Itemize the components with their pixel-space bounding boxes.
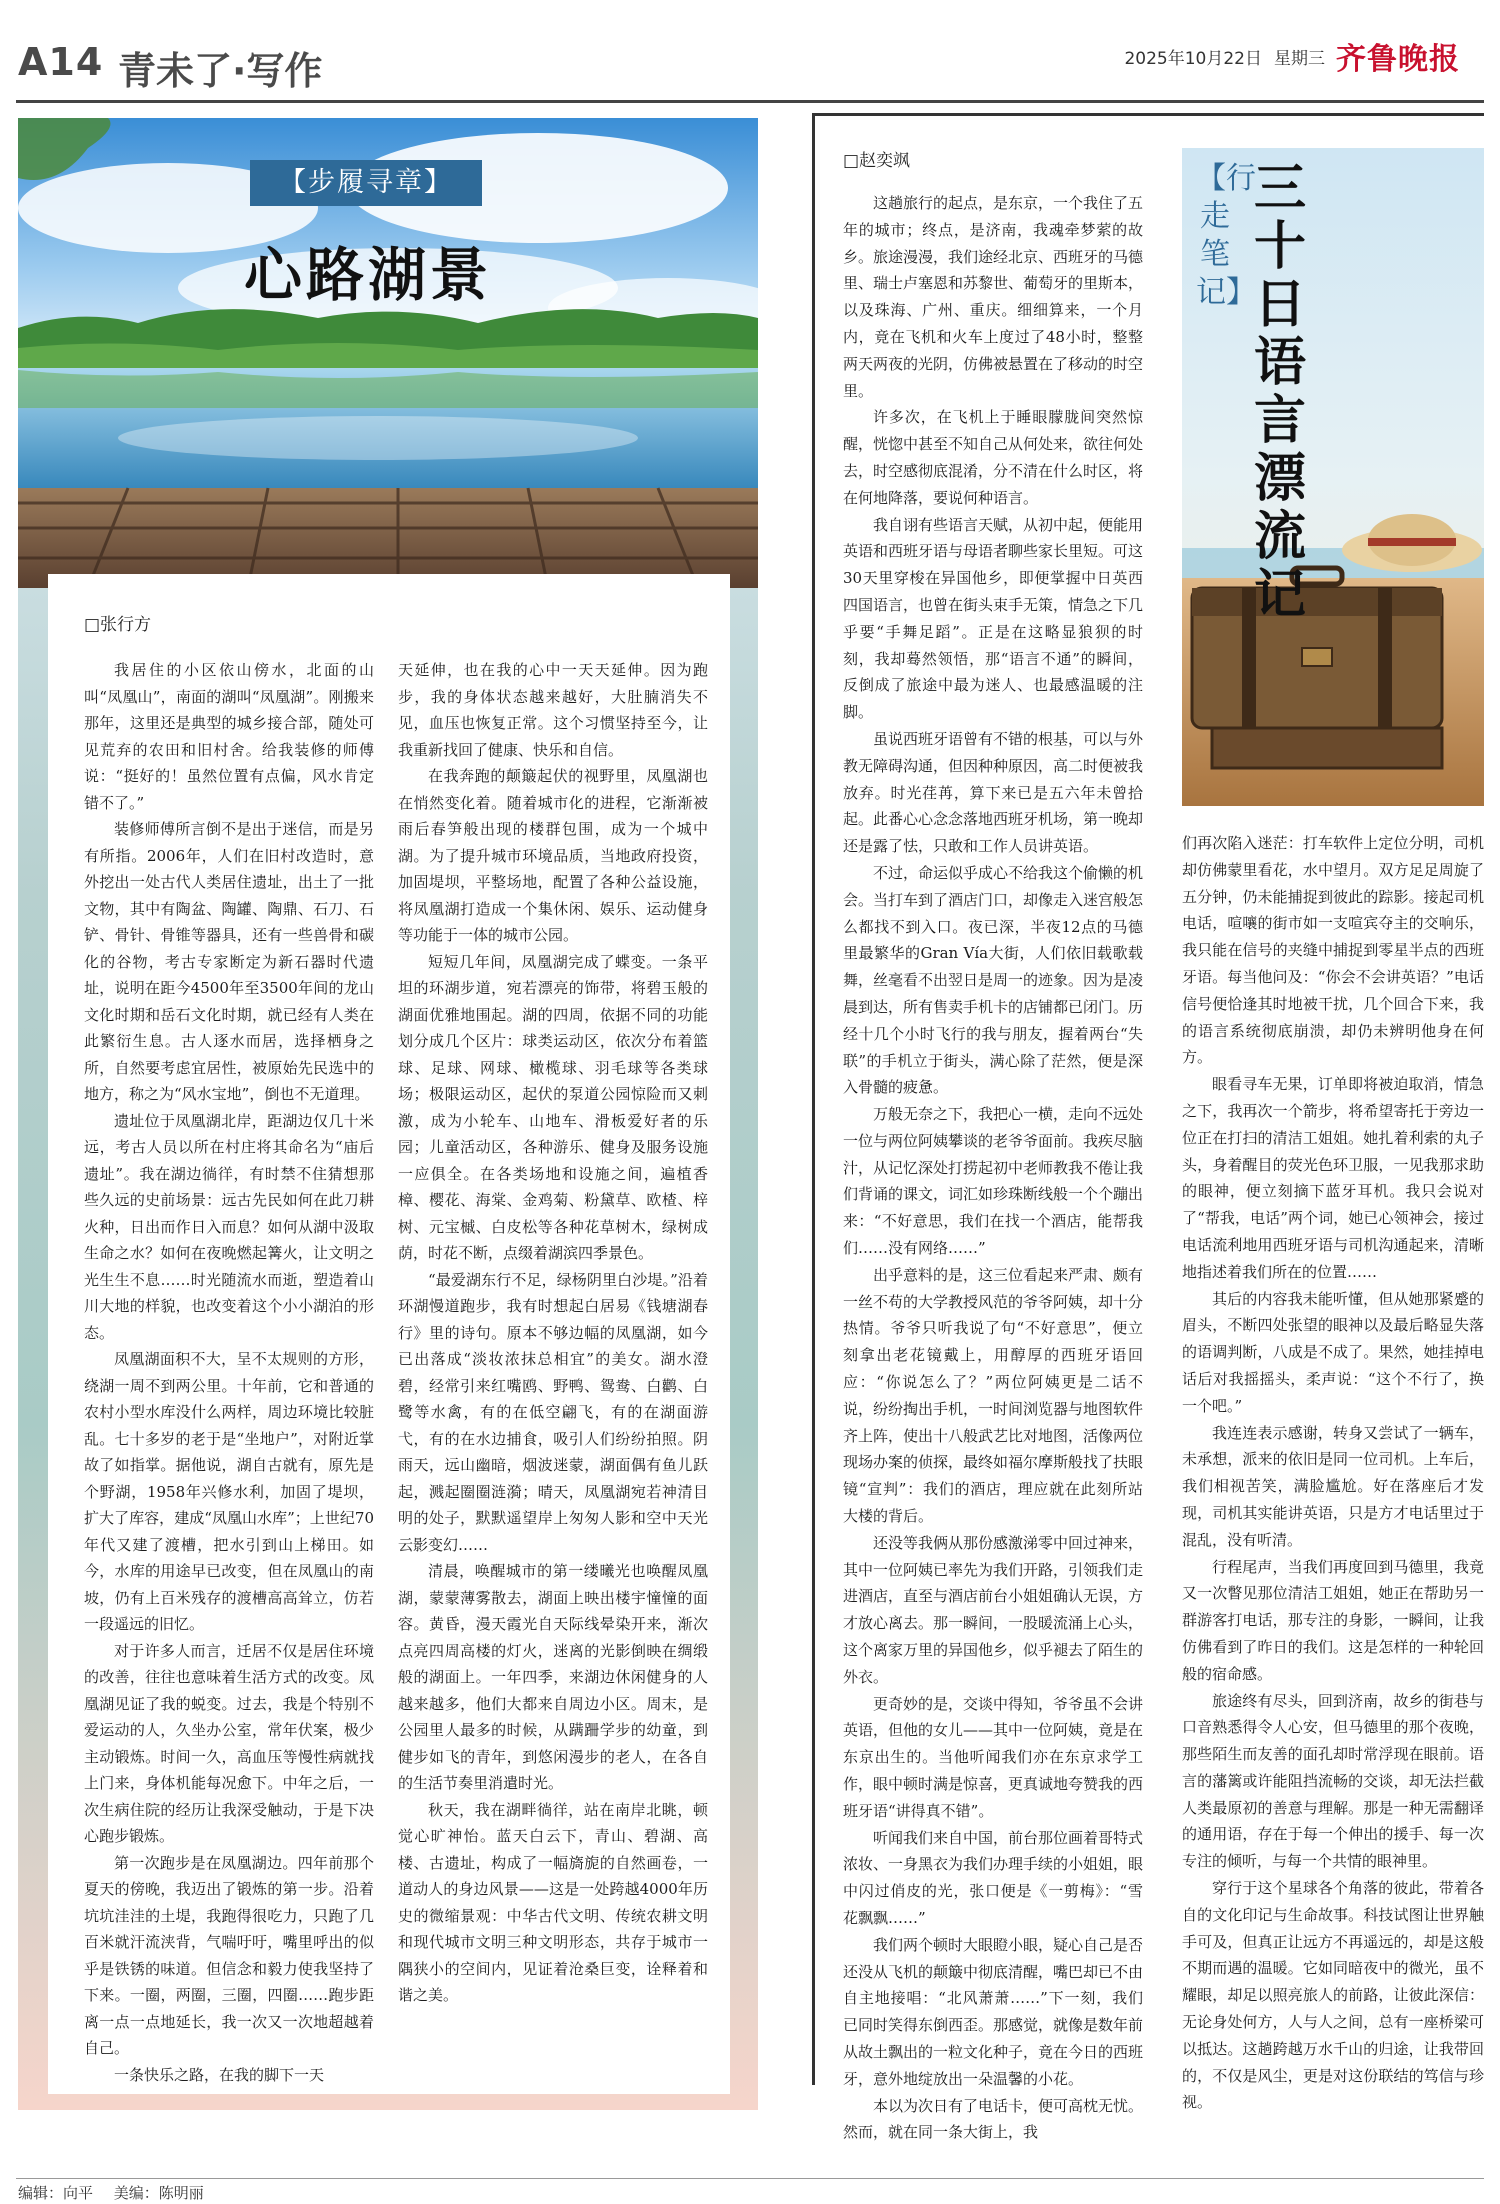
article-author: □张行方 bbox=[84, 615, 152, 635]
left-article-body bbox=[48, 574, 730, 2094]
paragraph: 装修师傅所言倒不是出于迷信，而是另有所指。2006年，人们在旧村改造时，意外挖出一处古代人类居住遗址，出土了一批文物，其中有陶盆、陶罐、陶鼎、石刀、石铲、骨针、骨锥等器具，还有一些兽骨和碳化的谷物，考古专家断定为新石器时代遗址，说明在距今4500年至3500年间的龙山文化时期和岳石文化时期，就已经有人类在此繁衍生息。古人逐水而居，选择栖身之所，自然要考虑宜居性，被原始先民选中的地方，称之为“风水宝地”，倒也不无道理。 bbox=[84, 820, 374, 1103]
paragraph: “最爱湖东行不足，绿杨阴里白沙堤。”沿着环湖慢道跑步，我有时想起白居易《钱塘湖春行》里的诗句。原本不够边幅的凤凰湖，如今已出落成“淡妆浓抹总相宜”的美女。湖水澄碧，经常引来红嘴鸥、野鸭、鸳鸯、白鹳、白鹭等水禽，有的在低空翩飞，有的在湖面游弋，有的在水边捕食，吸引人们纷纷拍照。阴雨天，远山幽暗，烟波迷蒙，湖面偶有鱼儿跃起，溅起圈圈涟漪；晴天，凤凰湖宛若神清目明的处子，默默遥望岸上匆匆人影和空中天光云影变幻…… bbox=[398, 1270, 708, 1554]
paragraph: 更奇妙的是，交谈中得知，爷爷虽不会讲英语，但他的女儿——其中一位阿姨，竟是在东京出生的。当他听闻我们亦在东京求学工作，眼中顿时满是惊喜，更真诚地夸赞我的西班牙语“讲得真不错”。 bbox=[843, 1694, 1144, 1820]
footer-credits bbox=[18, 2182, 204, 2203]
left-article-column-1 bbox=[84, 657, 374, 2097]
paragraph: 在我奔跑的颠簸起伏的视野里，凤凰湖也在悄然变化着。随着城市化的进程，它渐渐被雨后春笋般出现的楼群包围，成为一个城中湖。为了提升城市环境品质，当地政府投资，加固堤坝，平整场地，配置了各种公益设施，将凤凰湖打造成一个集休闲、娱乐、运动健身等功能于一体的城市公园。 bbox=[398, 767, 708, 944]
right-article-frame-left bbox=[812, 113, 815, 2085]
column-tag: 【步履寻章】 bbox=[250, 160, 482, 206]
page-number: A14 bbox=[18, 40, 104, 84]
right-article-column-1 bbox=[843, 190, 1144, 2142]
article-title: 心路湖景 bbox=[243, 241, 492, 309]
paragraph: 第一次跑步是在凤凰湖边。四年前那个夏天的傍晚，我迈出了锻炼的第一步。沿着坑坑洼洼的土堤，我跑得很吃力，只跑了几百米就汗流浃背，气喘吁吁，嘴里呼出的似乎是铁锈的味道。但信念和毅力使我坚持了下来。一圈，两圈，三圈，四圈……跑步距离一点一点地延长，我一次又一次地超越着自己。 bbox=[84, 1853, 374, 2057]
issue-weekday: 星期三 bbox=[1274, 49, 1325, 69]
masthead-divider bbox=[16, 100, 1484, 103]
paragraph: 遗址位于凤凰湖北岸，距湖边仅几十米远，考古人员以所在村庄将其命名为“庙后遗址”。我在湖边徜徉，有时禁不住猜想那些久远的史前场景：远古先民如何在此刀耕火种，日出而作日入而息？如何从湖中汲取生命之水？如何在夜晚燃起篝火，让文明之光生生不息……时光随流水而逝，塑造着山川大地的样貌，也改变着这个小小湖泊的形态。 bbox=[84, 1111, 374, 1342]
column-tag: 【行走笔记】 bbox=[1196, 161, 1256, 310]
footer-divider bbox=[16, 2178, 1484, 2179]
paragraph: 出乎意料的是，这三位看起来严肃、颇有一丝不苟的大学教授风范的爷爷阿姨，却十分热情。爷爷只听我说了句“不好意思”，便立刻拿出老花镜戴上，用醇厚的西班牙语回应：“你说怎么了？”两位阿姨更是二话不说，纷纷掏出手机，一时间浏览器与地图软件齐上阵，使出十八般武艺比对地图，活像两位现场办案的侦探，最终如福尔摩斯般找了扶眼镜“宣判”：我们的酒店，理应就在此刻所站大楼的背后。 bbox=[843, 1265, 1144, 1526]
paragraph: 不过，命运似乎成心不给我这个偷懒的机会。当打车到了酒店门口，却像走入迷宫般怎么都找不到入口。夜已深，半夜12点的马德里最繁华的Gran Vía大街，人们依旧载歌载舞，丝毫看不出翌日是周一的迹象。因为是凌晨到达，所有售卖手机卡的店铺都已闭门。历经十几个小时飞行的我与朋友，握着两台“失联”的手机立于街头，满心除了茫然，便是深入骨髓的疲惫。 bbox=[843, 863, 1144, 1097]
paragraph: 我居住的小区依山傍水，北面的山叫“凤凰山”，南面的湖叫“凤凰湖”。刚搬来那年，这里还是典型的城乡接合部，随处可见荒弃的农田和旧村舍。给我装修的师傅说：“挺好的！虽然位置有点偏，风水肯定错不了。” bbox=[84, 661, 374, 812]
article-author: □赵奕飒 bbox=[843, 151, 911, 171]
paragraph: 我连连表示感谢，转身又尝试了一辆车，未承想，派来的依旧是同一位司机。上车后，我们相视苦笑，满脸尴尬。好在落座后才发现，司机其实能讲英语，只是方才电话里过于混乱，没有听清。 bbox=[1182, 1423, 1484, 1549]
paragraph: 眼看寻车无果，订单即将被迫取消，情急之下，我再次一个箭步，将希望寄托于旁边一位正在打扫的清洁工姐姐。她扎着利索的丸子头，身着醒目的荧光色环卫服，一见我那求助的眼神，便立刻摘下蓝牙耳机。我只会说对了“帮我，电话”两个词，她已心领神会，接过电话流利地用西班牙语与司机沟通起来，清晰地指述着我们所在的位置…… bbox=[1182, 1075, 1484, 1281]
paragraph: 短短几年间，凤凰湖完成了蝶变。一条平坦的环湖步道，宛若漂亮的饰带，将碧玉般的湖面优雅地围起。湖的四周，依据不同的功能划分成几个区片：球类运动区，依次分布着篮球、足球、网球、橄榄球、羽毛球等各类球场；极限运动区，起伏的泵道公园惊险而又刺激，成为小轮车、山地车、滑板爱好者的乐园；儿童活动区，各种游乐、健身及服务设施一应俱全。在各类场地和设施之间，遍植香樟、樱花、海棠、金鸡菊、粉黛草、欧楂、梓树、元宝槭、白皮松等各种花草树木，绿树成荫，时花不断，点缀着湖滨四季景色。 bbox=[398, 952, 708, 1262]
right-article-heading bbox=[1192, 159, 1342, 625]
left-article-column-2 bbox=[398, 657, 708, 2097]
paragraph: 听闻我们来自中国，前台那位画着哥特式浓妆、一身黑衣为我们办理手续的小姐姐，眼中闪过俏皮的光，张口便是《一剪梅》：“雪花飘飘……” bbox=[843, 1828, 1144, 1927]
newspaper-logo: 齐鲁晚报 bbox=[1336, 42, 1460, 77]
paragraph: 凤凰湖面积不大，呈不太规则的方形，绕湖一周不到两公里。十年前，它和普通的农村小型水库没什么两样，周边环境比较脏乱。七十多岁的老于是“坐地户”，对附近掌故了如指掌。据他说，湖自古就有，原先是个野湖，1958年兴修水利，加固了堤坝，扩大了库容，建成“凤凰山水库”；上世纪70年代又建了渡槽，把水引到山上梯田。如今，水库的用途早已改变，但在凤凰山的南坡，仍有上百米残存的渡槽高高耸立，仿若一段遥远的旧忆。 bbox=[84, 1350, 374, 1633]
designer-credit: 美编：陈明丽 bbox=[113, 2184, 204, 2202]
paragraph: 这趟旅行的起点，是东京，一个我住了五年的城市；终点，是济南，我魂牵梦萦的故乡。旅途漫漫，我们途经北京、西班牙的马德里、瑞士卢塞恩和苏黎世、葡萄牙的里斯本，以及珠海、广州、重庆。细细算来，一个月内，竟在飞机和火车上度过了48小时，整整两天两夜的光阴，仿佛被悬置在了移动的时空里。 bbox=[843, 194, 1144, 400]
paragraph: 万般无奈之下，我把心一横，走向不远处一位与两位阿姨攀谈的老爷爷面前。我疾尽脑汁，从记忆深处打捞起初中老师教我不倦让我们背诵的课文，词汇如珍珠断线般一个个蹦出来：“不好意思，我们在找一个酒店，能帮我们……没有网络……” bbox=[843, 1105, 1144, 1258]
masthead bbox=[0, 0, 1500, 110]
paragraph: 本以为次日有了电话卡，便可高枕无忧。然而，就在同一条大街上，我 bbox=[843, 2096, 1144, 2142]
paragraph: 穿行于这个星球各个角落的彼此，带着各自的文化印记与生命故事。科技试图让世界触手可及，但真正让远方不再遥远的，却是这般不期而遇的温暖。它如同暗夜中的微光，虽不耀眼，却足以照亮旅人的前路，让彼此深信：无论身处何方，人与人之间，总有一座桥梁可以抵达。这趟跨越万水千山的归途，让我带回的，不仅是风尘，更是对这份联结的笃信与珍视。 bbox=[1182, 1879, 1484, 2112]
paragraph: 行程尾声，当我们再度回到马德里，我竟又一次瞥见那位清洁工姐姐，她正在帮助另一群游客打电话，那专注的身影，一瞬间，让我仿佛看到了昨日的我们。这是怎样的一种轮回般的宿命感。 bbox=[1182, 1557, 1484, 1683]
paragraph: 其后的内容我未能听懂，但从她那紧蹙的眉头，不断四处张望的眼神以及最后略显失落的语调判断，八成是不成了。果然，她挂掉电话后对我摇摇头，柔声说：“这个不行了，换一个吧。” bbox=[1182, 1289, 1484, 1415]
paragraph: 们再次陷入迷茫：打车软件上定位分明，司机却仿佛蒙里看花，水中望月。双方足足周旋了五分钟，仍未能捕捉到彼此的踪影。接起司机电话，喧嚷的街市如一支喧宾夺主的交响乐，我只能在信号的夹缝中捕捉到零星半点的西班牙语。每当他问及：“你会不会讲英语？”电话信号便恰逢其时地被干扰，几个回合下来，我的语言系统彻底崩溃，却仍未辨明他身在何方。 bbox=[1182, 834, 1484, 1067]
paragraph: 旅途终有尽头，回到济南，故乡的街巷与口音熟悉得令人心安，但马德里的那个夜晚，那些陌生而友善的面孔却时常浮现在眼前。语言的藩篱或许能阻挡流畅的交谈，却无法拦截人类最原初的善意与理解。那是一种无需翻译的通用语，存在于每一个伸出的援手、每一次专注的倾听，与每一个共情的眼神里。 bbox=[1182, 1691, 1484, 1871]
paragraph: 虽说西班牙语曾有不错的根基，可以与外教无障碍沟通，但因种种原因，高二时便被我放弃。时光荏苒，算下来已是五六年未曾拾起。此番心心念念落地西班牙机场，第一晚却还是露了怯，只敢和工作人员讲英语。 bbox=[843, 729, 1144, 856]
paragraph: 我们两个顿时大眼瞪小眼，疑心自己是否还没从飞机的颠簸中彻底清醒，嘴巴却已不由自主地接唱：“北风萧萧……”下一刻，我们已同时笑得东倒西歪。那感觉，就像是数年前从故土飘出的一粒文化种子，竟在今日的西班牙，意外地绽放出一朵温馨的小花。 bbox=[843, 1935, 1144, 2088]
paragraph: 还没等我俩从那份感激涕零中回过神来，其中一位阿姨已率先为我们开路，引领我们走进酒店，直至与酒店前台小姐姐确认无误，方才放心离去。那一瞬间，一股暖流涌上心头，这个离家万里的异国他乡，似乎褪去了陌生的外衣。 bbox=[843, 1533, 1144, 1686]
paragraph: 秋天，我在湖畔徜徉，站在南岸北眺，顿觉心旷神怡。蓝天白云下，青山、碧湖、高楼、古遗址，构成了一幅旖旎的自然画卷，一道动人的身边风景——这是一处跨越4000年历史的微缩景观：中华古代文明、传统农耕文明和现代城市文明三种文明形态，共存于城市一隅狭小的空间内，见证着沧桑巨变，诠释着和谐之美。 bbox=[398, 1800, 708, 2004]
right-article-frame-top bbox=[812, 113, 1484, 116]
right-article-column-2 bbox=[1182, 830, 1484, 2112]
paragraph: 我自诩有些语言天赋，从初中起，便能用英语和西班牙语与母语者聊些家长里短。可这30天里穿梭在异国他乡，即便掌握中日英西四国语言，也曾在街头束手无策，情急之下几乎要“手舞足蹈”。正是在这略显狼狈的时刻，我却蓦然领悟，那“语言不通”的瞬间，反倒成了旅途中最为迷人、也最感温暖的注脚。 bbox=[843, 515, 1144, 722]
paragraph: 天延伸，也在我的心中一天天延伸。因为跑步，我的身体状态越来越好，大肚腩消失不见，血压也恢复正常。这个习惯坚持至今，让我重新找回了健康、快乐和自信。 bbox=[398, 661, 708, 759]
issue-date: 2025年10月22日 bbox=[1124, 49, 1262, 69]
paragraph: 对于许多人而言，迁居不仅是居住环境的改善，往往也意味着生活方式的改变。凤凰湖见证了我的蜕变。过去，我是个特别不爱运动的人，久坐办公室，常年伏案，极少主动锻炼。时间一久，高血压等慢性病就找上门来，身体机能每况愈下。中年之后，一次生病住院的经历让我深受触动，于是下决心跑步锻炼。 bbox=[84, 1641, 374, 1845]
paragraph: 清晨，唤醒城市的第一缕曦光也唤醒凤凰湖，蒙蒙薄雾散去，湖面上映出楼宇憧憧的面容。黄昏，漫天霞光自天际线晕染开来，渐次点亮四周高楼的灯火，迷离的光影倒映在绸缎般的湖面上。一年四季，来湖边休闲健身的人越来越多，他们大都来自周边小区。周末，是公园里人最多的时候，从蹒跚学步的幼童，到健步如飞的青年，到悠闲漫步的老人，在各自的生活节奏里消遣时光。 bbox=[398, 1562, 708, 1792]
editor-credit: 编辑：向平 bbox=[18, 2184, 94, 2202]
article-title: 三十日语言漂流记 bbox=[1253, 159, 1306, 625]
section-title: 青未了·写作 bbox=[118, 49, 323, 93]
paragraph: 许多次，在飞机上于睡眼朦胧间突然惊醒，恍惚中甚至不知自己从何处来，欲往何处去，时空感彻底混淆，分不清在什么时区，将在何地降落，要说何种语言。 bbox=[843, 408, 1144, 507]
paragraph: 一条快乐之路，在我的脚下一天 bbox=[114, 2065, 325, 2084]
